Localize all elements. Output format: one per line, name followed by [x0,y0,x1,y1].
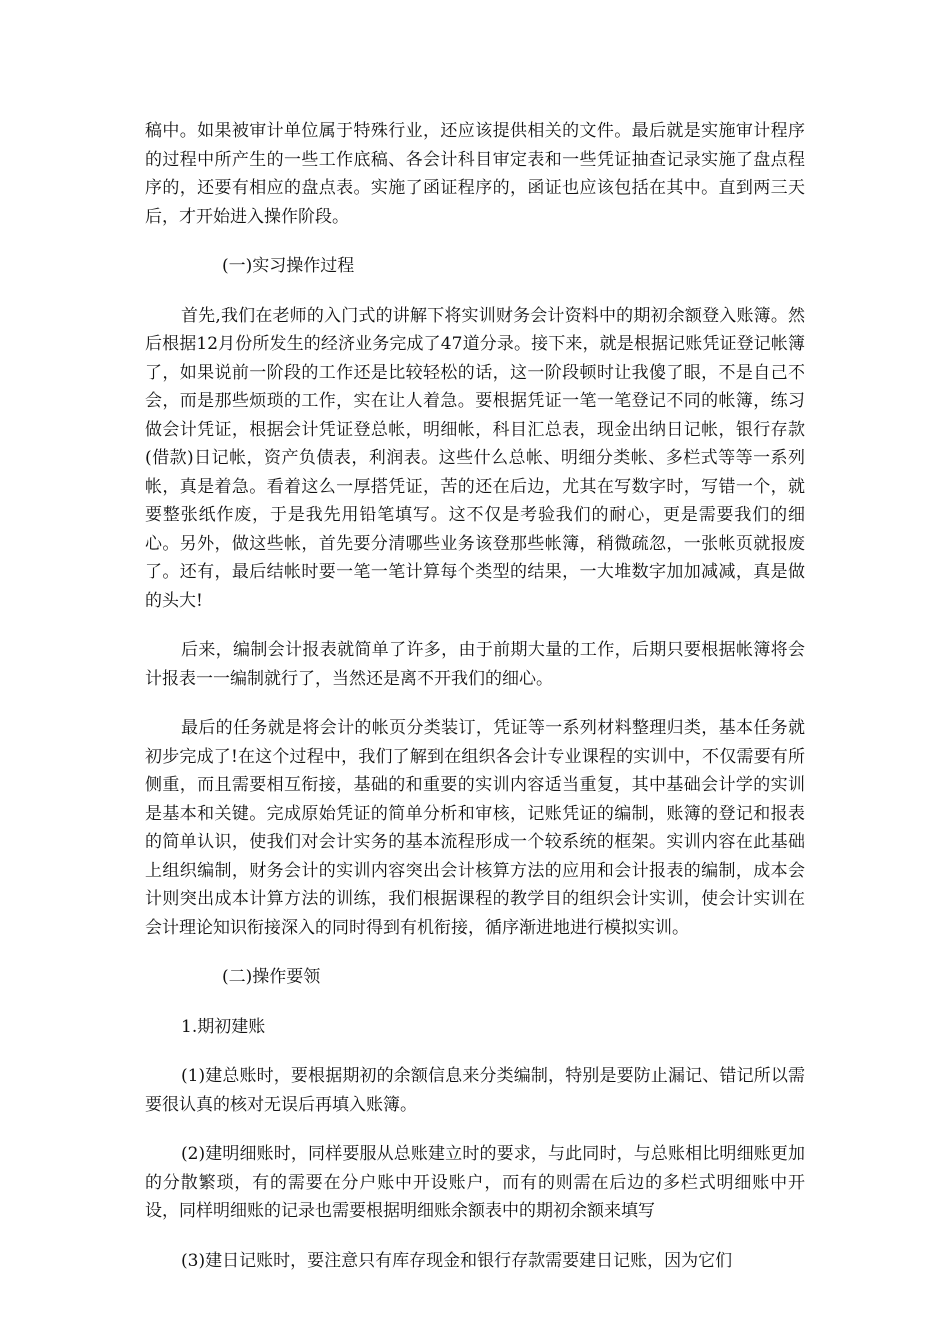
paragraph-intro: 稿中。如果被审计单位属于特殊行业，还应该提供相关的文件。最后就是实施审计程序的过程中所产生的一些工作底稿、各会计科目审定表和一些凭证抽查记录实施了盘点程序的，还要有相应的盘点表。实施了函证程序的，函证也应该包括在其中。直到两三天后，才开始进入操作阶段。 [145,121,805,227]
document-body [145,117,805,1296]
subheading-opening-accounts: 1.期初建账 [181,1016,266,1037]
paragraph-process-3: 最后的任务就是将会计的帐页分类装订，凭证等一系列材料整理归类，基本任务就初步完成了!在这个过程中，我们了解到在组织各会计专业课程的实训中，不仅需要有所侧重，而且需要相互衔接，基础的和重要的实训内容适当重复，其中基础会计学的实训是基本和关键。完成原始凭证的简单分析和审核，记账凭证的编制，账簿的登记和报表的简单认识，使我们对会计实务的基本流程形成一个较系统的框架。实训内容在此基础上组织编制，财务会计的实训内容突出会计核算方法的应用和会计报表的编制，成本会计则突出成本计算方法的训练，我们根据课程的教学目的组织会计实训，使会计实训在会计理论知识衔接深入的同时得到有机衔接，循序渐进地进行模拟实训。 [145,718,805,938]
paragraph-process-2: 后来，编制会计报表就简单了许多，由于前期大量的工作，后期只要根据帐簿将会计报表一一编制就行了，当然还是离不开我们的细心。 [145,640,805,689]
paragraph-process-1: 首先,我们在老师的入门式的讲解下将实训财务会计资料中的期初余额登入账簿。然后根据12月份所发生的经济业务完成了47道分录。接下来，就是根据记账凭证登记帐簿了，如果说前一阶段的工作还是比较轻松的话，这一阶段顿时让我傻了眼，不是自己不会，而是那些烦琐的工作，实在让人着急。要根据凭证一笔一笔登记不同的帐簿，练习做会计凭证，根据会计凭证登总帐，明细帐，科目汇总表，现金出纳日记帐，银行存款(借款)日记帐，资产负债表，利润表。这些什么总帐、明细分类帐、多栏式等等一系列帐，真是着急。看着这么一厚搭凭证，苦的还在后边，尤其在写数字时，写错一个，就要整张纸作废，于是我先用铅笔填写。这不仅是考验我们的耐心，更是需要我们的细心。另外，做这些帐，首先要分清哪些业务该登那些帐簿，稍微疏忽，一张帐页就报废了。还有，最后结帐时要一笔一笔计算每个类型的结果，一大堆数字加加减减，真是做的头大! [145,305,805,611]
section-heading-practice-process: (一)实习操作过程 [222,256,355,276]
list-item-detail-ledger: (2)建明细账时，同样要服从总账建立时的要求，与此同时，与总账相比明细账更加的分散繁琐，有的需要在分户账中开设账户，而有的则需在后边的多栏式明细账中开设，同样明细账的记录也需要根据明细账余额表中的期初余额来填写 [145,1144,805,1221]
section-heading-key-points: (二)操作要领 [222,967,321,987]
list-item-general-ledger: (1)建总账时，要根据期初的余额信息来分类编制，特别是要防止漏记、错记所以需要很认真的核对无误后再填入账簿。 [145,1066,805,1115]
list-item-journal: (3)建日记账时，要注意只有库存现金和银行存款需要建日记账，因为它们 [181,1250,733,1271]
